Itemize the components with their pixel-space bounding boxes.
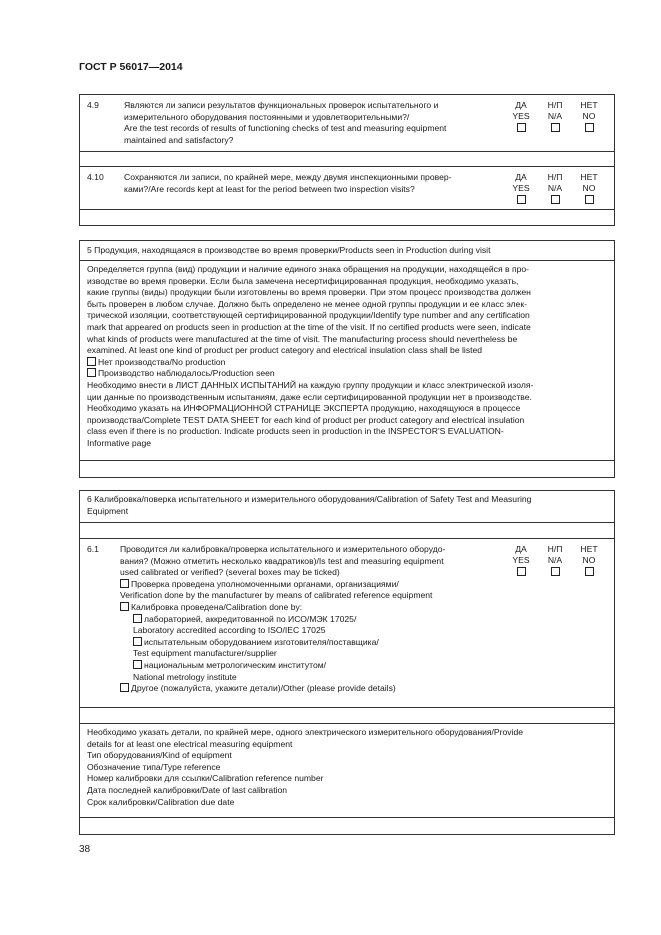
na-checkbox[interactable] xyxy=(551,567,560,576)
option-label: YES xyxy=(512,110,530,121)
yes-checkbox[interactable] xyxy=(517,123,526,132)
option-label: YES xyxy=(512,182,530,193)
option-no xyxy=(572,172,606,206)
text-line: examined. At least one kind of product per product category and electrical insulation class shall be listed xyxy=(87,345,483,356)
option-label: ДА xyxy=(515,544,527,554)
question-text xyxy=(124,100,504,146)
verification-option xyxy=(120,579,510,591)
text-line: Необходимо указать детали, по крайней мере, одного электрического измерительного оборудования/Provide xyxy=(87,727,524,737)
checkbox-label: лабораторией, аккредитованной по ИСО/МЭК 17025/ xyxy=(144,613,357,624)
checkbox-label: Другое (пожалуйста, укажите детали)/Other (please provide details) xyxy=(131,683,396,694)
option-label: НЕТ xyxy=(580,544,598,554)
manufacturer-checkbox[interactable] xyxy=(133,637,142,646)
option-label: NO xyxy=(582,110,596,121)
option-na xyxy=(538,172,572,206)
calibration-checkbox[interactable] xyxy=(120,602,129,611)
other-option xyxy=(120,683,510,695)
production-seen-option xyxy=(87,368,607,380)
yes-checkbox[interactable] xyxy=(517,567,526,576)
section-title-text: 5 Продукция, находящаяся в производстве во время проверки/Products seen in Production during visit xyxy=(87,245,491,255)
option-label: YES xyxy=(512,554,530,565)
other-checkbox[interactable] xyxy=(120,683,129,692)
question-row-4-10 xyxy=(80,167,614,210)
text-line: ции данные по производственным испытаниям, даже если сертифицированной продукции нет в производстве. xyxy=(87,391,532,402)
comment-row[interactable] xyxy=(80,210,614,225)
text-line: изводстве во время проверки. Если была замечена несертифицированная продукция, необходимо указать, xyxy=(87,275,519,286)
text-line: Номер калибровки для ссылки/Calibration reference number xyxy=(87,773,324,784)
document-header: ГОСТ Р 56017—2014 xyxy=(79,61,183,73)
text-line: Обозначение типа/Type reference xyxy=(87,761,221,772)
option-label: НЕТ xyxy=(580,172,598,182)
na-checkbox[interactable] xyxy=(551,195,560,204)
calibration-details xyxy=(80,724,614,818)
option-yes xyxy=(504,172,538,206)
text-line: details for at least one electrical measuring equipment xyxy=(87,738,293,749)
comment-row[interactable] xyxy=(80,708,614,724)
text-line: Дата последней калибровки/Date of last calibration xyxy=(87,784,288,795)
text-line: mark that appeared on products seen in production at the time of the visit. If no certified products were seen, indicate xyxy=(87,321,531,332)
question-text xyxy=(124,172,504,195)
text-line: Срок калибровки/Calibration due date xyxy=(87,796,235,807)
option-label: NO xyxy=(582,182,596,193)
metrology-institute-option xyxy=(120,660,510,672)
table-section-4 xyxy=(79,94,615,226)
spacer-row xyxy=(80,523,614,539)
text-line: class even if there is no production. Indicate products seen in production in the INSPECTOR'S EVALUATION- xyxy=(87,426,504,437)
section-title xyxy=(80,491,614,523)
option-label: NO xyxy=(582,554,596,565)
text-line: Сохраняются ли записи, по крайней мере, между двумя инспекционными провер- xyxy=(124,172,452,182)
comment-row[interactable] xyxy=(80,152,614,167)
text-line: Laboratory accredited according to ISO/IEC 17025 xyxy=(133,625,326,636)
comment-row[interactable] xyxy=(80,818,614,834)
no-checkbox[interactable] xyxy=(585,195,594,204)
comment-row[interactable] xyxy=(80,461,614,477)
question-row-6-1 xyxy=(80,539,614,708)
option-label: Н/П xyxy=(547,544,563,554)
option-label: N/A xyxy=(547,110,563,121)
text-line: maintained and satisfactory? xyxy=(124,134,234,145)
question-number: 4.9 xyxy=(87,100,99,110)
text-line: Проводится ли калибровка/проверка испытательного и измерительного оборудо- xyxy=(120,544,446,554)
text-line: Необходимо указать на ИНФОРМАЦИОННОЙ СТРАНИЦЕ ЭКСПЕРТА продукцию, находящуюся в процессе xyxy=(87,403,521,414)
option-label: НЕТ xyxy=(580,100,598,110)
metrology-institute-checkbox[interactable] xyxy=(133,660,142,669)
text-line: Определяется группа (вид) продукции и наличие единого знака обращения на продукции, находящейся в про- xyxy=(87,264,530,274)
option-label: ДА xyxy=(515,100,527,110)
option-label: Н/П xyxy=(547,172,563,182)
section-title xyxy=(80,241,614,261)
text-line: Are the test records of results of functioning checks of test and measuring equipment xyxy=(124,123,447,134)
answer-options xyxy=(504,544,606,578)
checkbox-label: Проверка проведена уполномоченными органами, организациями/ xyxy=(131,578,399,589)
text-line: производства/Complete TEST DATA SHEET for each kind of product per product category and electrical insulation xyxy=(87,414,525,425)
text-line: измерительного оборудования постоянными и удовлетворительными?/ xyxy=(124,111,410,122)
verification-checkbox[interactable] xyxy=(120,579,129,588)
text-line: Test equipment manufacturer/supplier xyxy=(133,648,277,659)
section-title-text: 6 Калибровка/поверка испытательного и измерительного оборудования/Calibration of Safety Test and Measuring xyxy=(87,494,532,504)
option-no xyxy=(572,100,606,134)
option-yes xyxy=(504,100,538,134)
table-section-5 xyxy=(79,240,615,478)
table-section-6 xyxy=(79,490,615,835)
text-line: ками?/Are records kept at least for the period between two inspection visits? xyxy=(124,183,415,194)
production-seen-checkbox[interactable] xyxy=(87,368,96,377)
option-yes xyxy=(504,544,538,578)
no-checkbox[interactable] xyxy=(585,123,594,132)
no-checkbox[interactable] xyxy=(585,567,594,576)
text-line: Verification done by the manufacturer by means of calibrated reference equipment xyxy=(120,590,433,601)
option-na xyxy=(538,544,572,578)
section-body xyxy=(80,261,614,461)
option-label: Н/П xyxy=(547,100,563,110)
checkbox-label: национальным метрологическим институтом/ xyxy=(144,659,327,670)
option-label: N/A xyxy=(547,182,563,193)
accredited-lab-option xyxy=(120,614,510,626)
yes-checkbox[interactable] xyxy=(517,195,526,204)
text-line: Необходимо внести в ЛИСТ ДАННЫХ ИСПЫТАНИЙ на каждую группу продукции и класс электрической изоля- xyxy=(87,379,534,390)
question-text xyxy=(120,544,510,695)
text-line: used calibrated or verified? (several boxes may be ticked) xyxy=(120,567,340,578)
checkbox-label: Нет производства/No production xyxy=(98,356,226,367)
checkbox-label: Калибровка проведена/Calibration done by: xyxy=(131,601,303,612)
answer-options xyxy=(504,100,606,134)
text-line: what kinds of products were manufactured at the time of visit. The manufacturing process should nevertheless be xyxy=(87,333,518,344)
na-checkbox[interactable] xyxy=(551,123,560,132)
text-line: вания? (Можно отметить несколько квадратиков)/Is test and measuring equipment xyxy=(120,555,444,566)
calibration-option xyxy=(120,602,510,614)
checkbox-label: испытательным оборудованием изготовителя/поставщика/ xyxy=(144,636,379,647)
no-production-option xyxy=(87,357,607,369)
text-line: быть проверен в любом случае. Должно быть определено не менее одной группы продукции и ее класс элек- xyxy=(87,298,527,309)
question-number: 4.10 xyxy=(87,172,104,182)
manufacturer-option xyxy=(120,637,510,649)
answer-options xyxy=(504,172,606,206)
text-line: National metrology institute xyxy=(133,671,237,682)
option-no xyxy=(572,544,606,578)
no-production-checkbox[interactable] xyxy=(87,357,96,366)
checkbox-label: Производство наблюдалось/Production seen xyxy=(98,368,275,379)
accredited-lab-checkbox[interactable] xyxy=(133,614,142,623)
text-line: Тип оборудования/Kind of equipment xyxy=(87,750,232,761)
section-title-text: Equipment xyxy=(87,505,129,516)
option-label: ДА xyxy=(515,172,527,182)
text-line: Informative page xyxy=(87,437,152,448)
question-row-4-9 xyxy=(80,95,614,152)
page-number: 38 xyxy=(79,844,91,855)
question-number: 6.1 xyxy=(87,544,99,554)
text-line: трической изоляции, соответствующей сертифицированной продукции/Identify type number and any certification xyxy=(87,310,530,321)
text-line: Являются ли записи результатов функциональных проверок испытательного и xyxy=(124,100,439,110)
option-na xyxy=(538,100,572,134)
option-label: N/A xyxy=(547,554,563,565)
text-line: какие группы (виды) продукции были изготовлены во время проверки. При этом процесс производства должен xyxy=(87,287,531,298)
